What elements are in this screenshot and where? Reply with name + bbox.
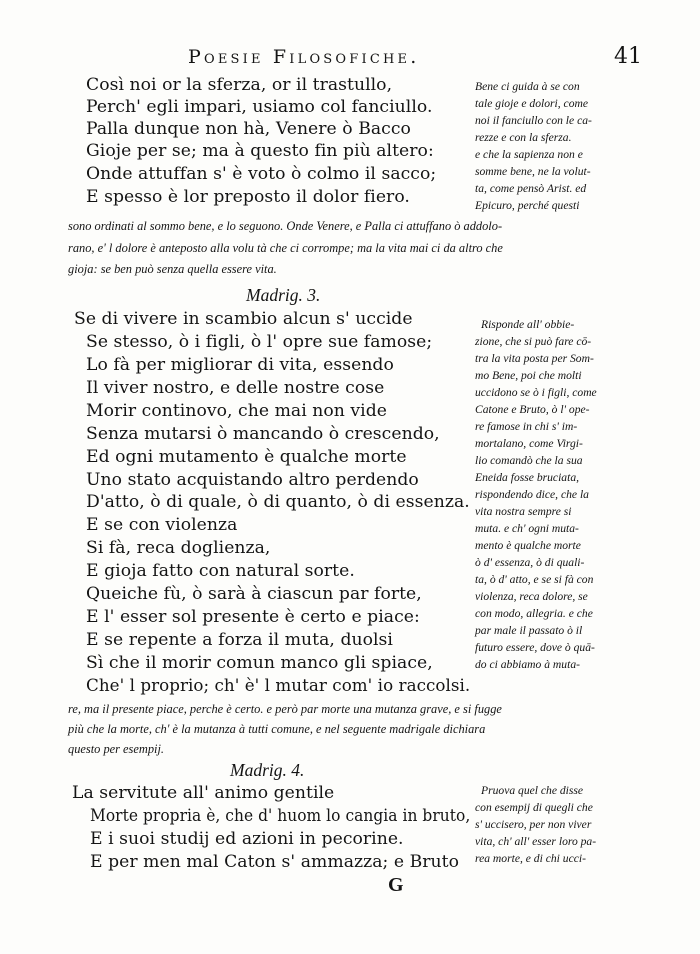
verse-line: Ed ogni mutamento è qualche morte: [86, 447, 407, 467]
gloss-line: ò d' essenza, ò di quali-: [475, 556, 585, 569]
verse-line: Palla dunque non hà, Venere ò Bacco: [86, 119, 411, 139]
signature-mark: G: [388, 874, 404, 896]
gloss-line: rezze e con la sferza.: [475, 131, 572, 144]
commentary-line: re, ma il presente piace, perche è certo. e però par morte una mutanza grave, e si fugge: [68, 702, 502, 716]
gloss-line: violenza, reca dolore, se: [475, 590, 588, 603]
verse-line: Uno stato acquistando altro perdendo: [86, 470, 419, 490]
running-head: Poesie Filosofiche.: [188, 46, 420, 68]
verse-line: Si fà, reca doglienza,: [86, 538, 271, 558]
madrigal-4-heading: Madrig. 4.: [230, 760, 305, 780]
gloss-line: zione, che si può fare cō-: [475, 335, 592, 348]
verse-line: Così noi or la sferza, or il trastullo,: [86, 75, 393, 95]
gloss-line: con modo, allegria. e che: [475, 607, 593, 620]
gloss-line: par male il passato ò il: [475, 624, 583, 637]
gloss-line: con esempij di quegli che: [475, 801, 593, 814]
verse-line: E gioja fatto con natural sorte.: [86, 561, 355, 581]
gloss-line: rea morte, e di chi ucci-: [475, 852, 586, 865]
gloss-line: s' uccisero, per non viver: [475, 818, 592, 831]
verse-line: Senza mutarsi ò mancando ò crescendo,: [86, 424, 440, 444]
commentary-line: gioja: se ben può senza quella essere vita.: [68, 262, 277, 276]
verse-line: E se con violenza: [86, 515, 238, 535]
verse-line: Se di vivere in scambio alcun s' uccide: [74, 309, 413, 329]
verse-line: Il viver nostro, e delle nostre cose: [86, 378, 385, 398]
gloss-line: tale gioje e dolori, come: [475, 97, 589, 110]
gloss-line: ta, ò d' atto, e se si fà con: [475, 573, 594, 586]
gloss-line: mento è qualche morte: [475, 539, 581, 552]
gloss-line: re famose in chi s' im-: [475, 420, 578, 433]
gloss-line: ta, come pensò Arist. ed: [475, 182, 587, 195]
gloss-line: muta. e ch' ogni muta-: [475, 522, 579, 535]
verse-line: Sì che il morir comun manco gli spiace,: [86, 653, 433, 673]
gloss-line: uccidono se ò i figli, come: [475, 386, 597, 399]
verse-line: E spesso è lor preposto il dolor fiero.: [86, 187, 410, 207]
gloss-line: Catone e Bruto, ò l' ope-: [475, 403, 590, 416]
commentary-line: più che la morte, ch' è la mutanza à tutti comune, e nel seguente madrigale dichiara: [68, 722, 486, 736]
verse-line: La servitute all' animo gentile: [72, 783, 335, 803]
gloss-line: Epicuro, perché questi: [475, 199, 580, 212]
gloss-line: vita, ch' all' esser loro pa-: [475, 835, 597, 848]
gloss-line: mortalano, come Virgi-: [475, 437, 583, 450]
verse-line: E per men mal Caton s' ammazza; e Bruto: [90, 852, 460, 872]
verse-line: E i suoi studij ed azioni in pecorine.: [90, 829, 404, 849]
gloss-line: e che la sapienza non e: [475, 148, 583, 161]
page-number: 41: [614, 44, 642, 69]
verse-line: E l' esser sol presente è certo e piace:: [86, 607, 420, 627]
gloss-line: do ci abbiamo à muta-: [475, 658, 580, 671]
verse-line: E se repente a forza il muta, duolsi: [86, 630, 393, 650]
gloss-line: vita nostra sempre si: [475, 505, 572, 518]
verse-line: Onde attuffan s' è voto ò colmo il sacco;: [86, 164, 437, 184]
verse-line: Se stesso, ò i figli, ò l' opre sue famose;: [86, 332, 433, 352]
gloss-line: lio comandò che la sua: [475, 454, 583, 467]
gloss-line: Pruova quel che disse: [481, 784, 584, 797]
verse-line: D'atto, ò di quale, ò di quanto, ò di essenza.: [86, 492, 470, 512]
gloss-line: Risponde all' obbie-: [481, 318, 575, 331]
verse-line: Gioje per se; ma à questo fin più altero:: [86, 141, 434, 161]
verse-line: Perch' egli impari, usiamo col fanciullo.: [86, 97, 433, 117]
commentary-line: questo per esempij.: [68, 742, 165, 756]
verse-line: Lo fà per migliorar di vita, essendo: [86, 355, 394, 375]
commentary-line: sono ordinati al sommo bene, e lo seguono. Onde Venere, e Palla ci attuffano ò addolo-: [68, 219, 503, 233]
commentary-line: rano, e' l dolore è anteposto alla volu tà che ci corrompe; ma la vita mai ci da altro che: [68, 241, 503, 255]
verse-line: Che' l proprio; ch' è' l mutar com' io raccolsi.: [86, 676, 471, 696]
verse-line: Morte propria è, che d' huom lo cangia in bruto,: [90, 806, 471, 826]
gloss-line: Bene ci guida à se con: [475, 80, 580, 93]
verse-line: Queiche fù, ò sarà à ciascun par forte,: [86, 584, 422, 604]
gloss-line: futuro essere, dove ò quā-: [475, 641, 595, 654]
gloss-line: noi il fanciullo con le ca-: [475, 114, 592, 127]
gloss-line: rispondendo dice, che la: [475, 488, 589, 501]
madrigal-3-heading: Madrig. 3.: [246, 285, 321, 305]
gloss-line: mo Bene, poi che molti: [475, 369, 582, 382]
gloss-line: somme bene, ne la volut-: [475, 165, 591, 178]
verse-line: Morir continovo, che mai non vide: [86, 401, 388, 421]
gloss-line: tra la vita posta per Som-: [475, 352, 594, 365]
gloss-line: Eneida fosse bruciata,: [475, 471, 580, 484]
